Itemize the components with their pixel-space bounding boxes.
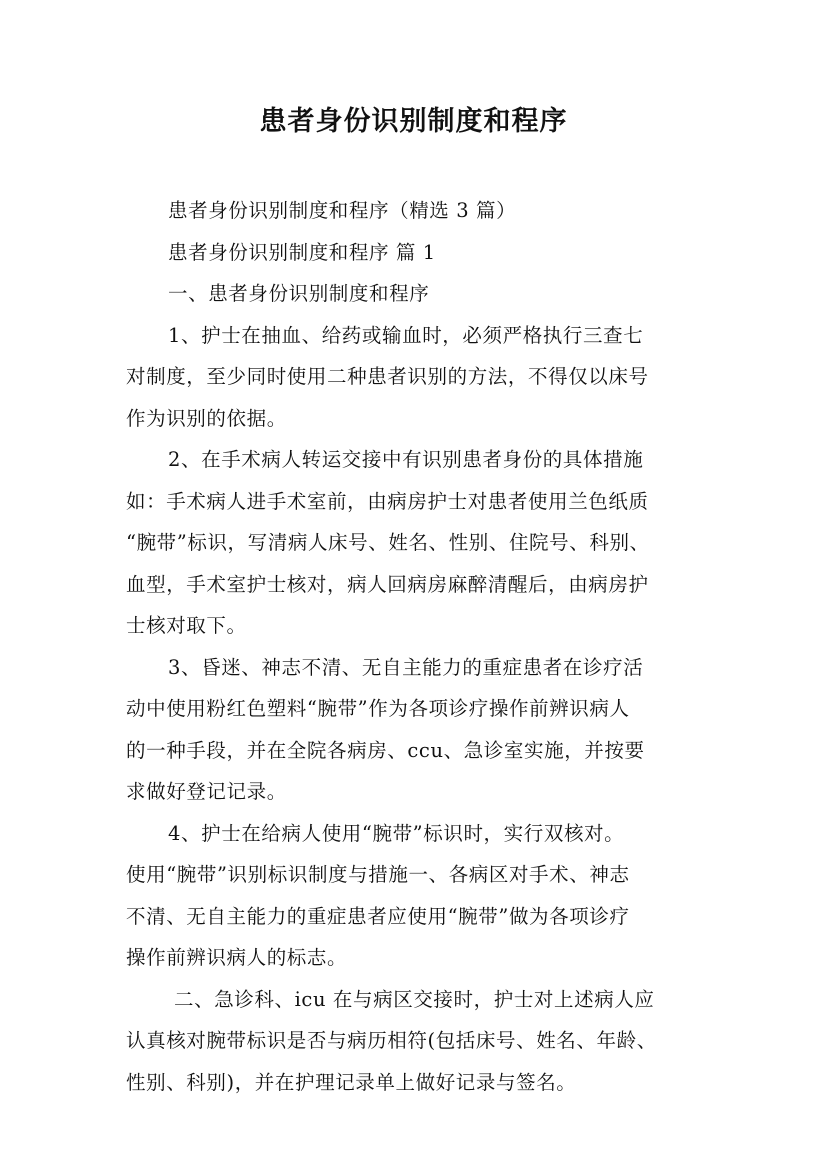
text-line: 不清、无自主能力的重症患者应使用“腕带”做为各项诊疗 (126, 904, 630, 928)
text-line: 动中使用粉红色塑料“腕带”作为各项诊疗操作前辨识病人 (126, 697, 630, 720)
document-body (126, 190, 716, 1103)
text-line: 血型，手术室护士核对，病人回病房麻醉清醒后，由病房护 (126, 572, 649, 596)
text-line: 1、护士在抽血、给药或输血时，必须严格执行三查七 (168, 323, 644, 347)
text-line: 患者身份识别制度和程序（精选 3 篇） (168, 199, 517, 222)
text-line: “腕带”标识，写清病人床号、姓名、性别、住院号、科别、 (126, 531, 650, 554)
text-line: 作为识别的依据。 (126, 406, 287, 430)
text-line: 二、急诊科、icu 在与病区交接时，护士对上述病人应 (174, 987, 655, 1011)
text-line: 一、患者身份识别制度和程序 (168, 282, 430, 305)
text-line: 认真核对腕带标识是否与病历相符(包括床号、姓名、年龄、 (126, 1029, 657, 1052)
text-line: 操作前辨识病人的标志。 (126, 946, 348, 969)
text-line: 的一种手段，并在全院各病房、ccu、急诊室实施，并按要 (126, 738, 645, 762)
text-line: 求做好登记记录。 (126, 780, 287, 803)
text-line: 2、在手术病人转运交接中有识别患者身份的具体措施 (168, 448, 644, 471)
text-line: 对制度，至少同时使用二种患者识别的方法，不得仅以床号 (126, 365, 649, 388)
text-line: 士核对取下。 (126, 614, 247, 637)
text-line: 4、护士在给病人使用“腕带”标识时，实行双核对。 (168, 821, 625, 845)
text-line: 如：手术病人进手术室前，由病房护士对患者使用兰色纸质 (126, 489, 649, 513)
text-line: 3、昏迷、神志不清、无自主能力的重症患者在诊疗活 (168, 655, 644, 679)
text-line: 性别、科别)，并在护理记录单上做好记录与签名。 (126, 1070, 577, 1094)
text-line: 使用“腕带”识别标识制度与措施一、各病区对手术、神志 (126, 863, 630, 886)
document-title: 患者身份识别制度和程序 (259, 106, 568, 137)
text-line: 患者身份识别制度和程序 篇 1 (168, 240, 436, 264)
